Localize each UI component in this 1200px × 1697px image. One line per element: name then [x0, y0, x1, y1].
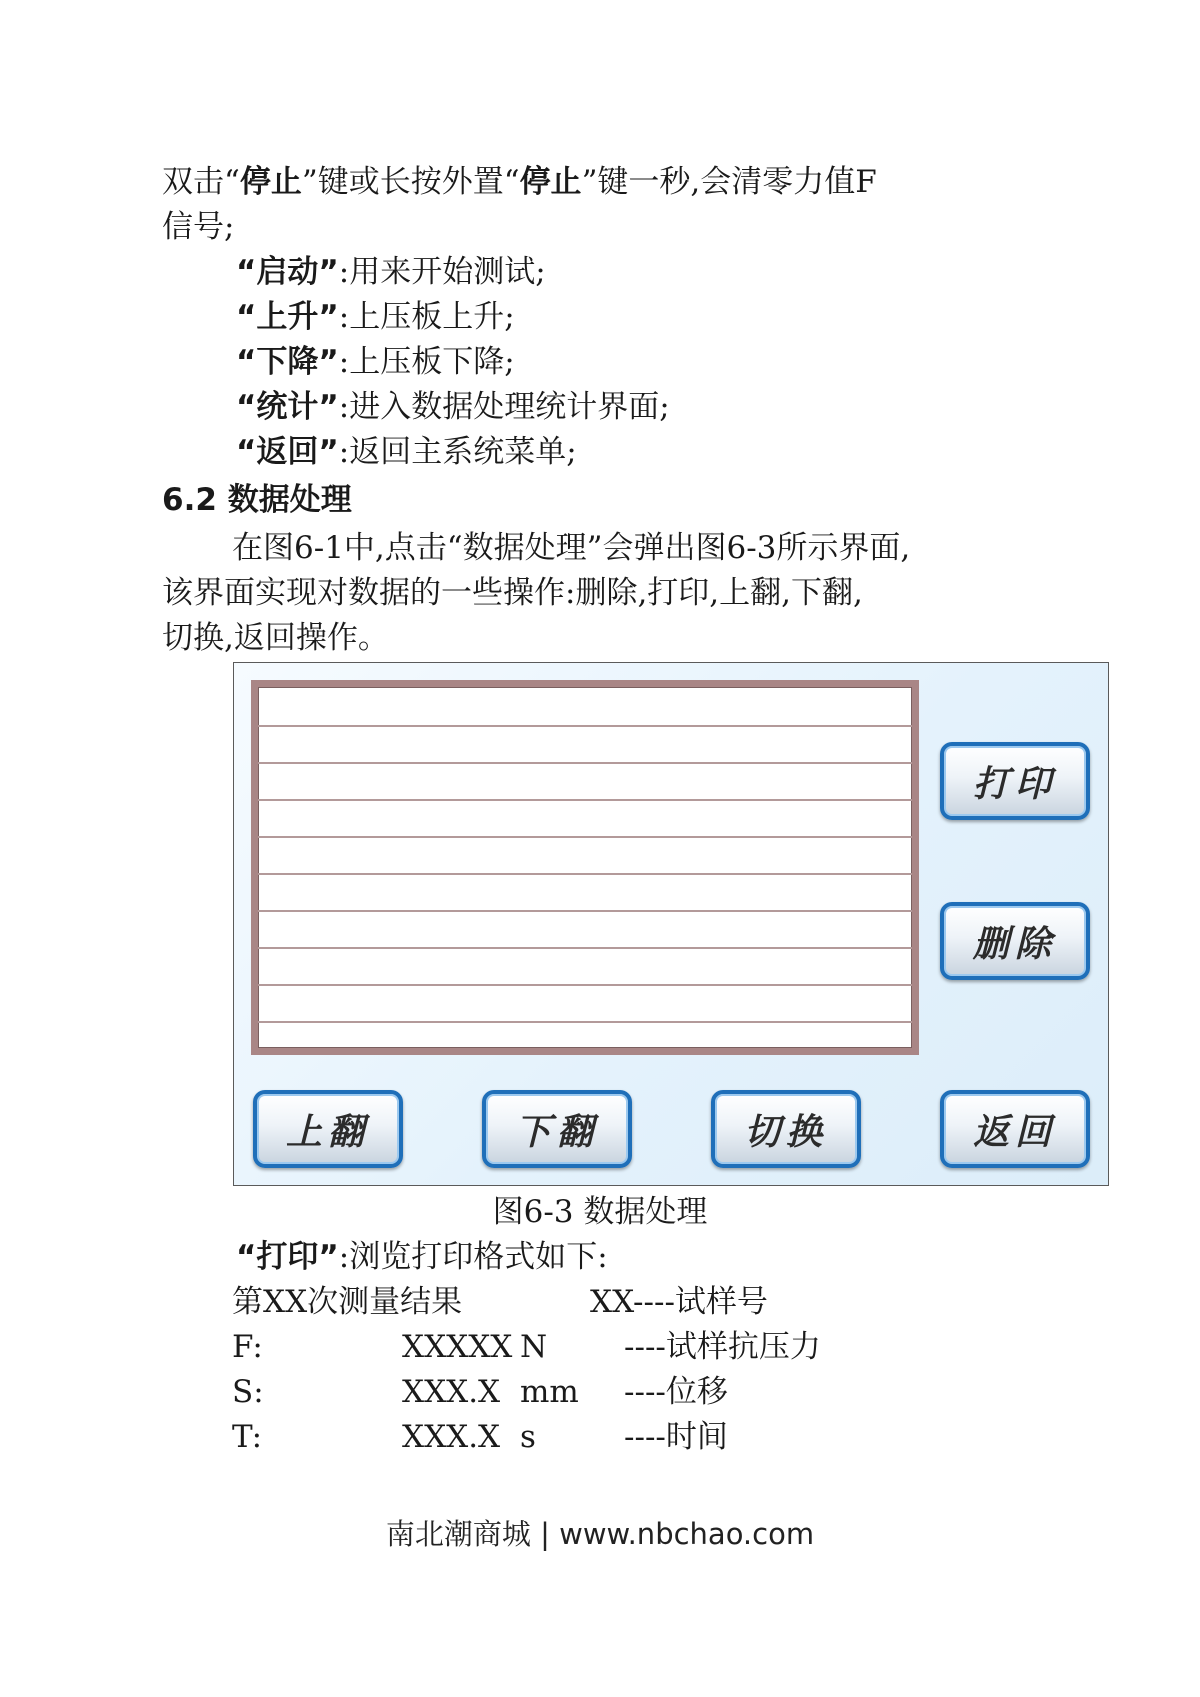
- page-down-button-label: 下翻: [514, 1110, 599, 1153]
- page-down-button[interactable]: [482, 1090, 632, 1168]
- list-row-divider: [258, 836, 912, 838]
- key-name: “返回”: [236, 434, 339, 470]
- intro-stop-key-external: 停止: [519, 164, 582, 200]
- print-format-value: XXXXX: [402, 1329, 513, 1365]
- figure-caption: [0, 1192, 1200, 1232]
- intro-stop-key: 停止: [239, 164, 302, 200]
- list-row-divider: [258, 799, 912, 801]
- print-format-desc: ----位移: [624, 1374, 728, 1410]
- intro-text-c: ”键或长按外置“: [301, 164, 520, 200]
- key-name: “启动”: [236, 254, 339, 290]
- paragraph-line-3: 切换,返回操作。: [162, 620, 389, 656]
- section-heading: 6.2 数据处理: [162, 482, 352, 518]
- print-key-name: “打印”: [236, 1239, 339, 1275]
- data-list-panel[interactable]: [251, 680, 919, 1055]
- back-button-label: 返回: [972, 1110, 1057, 1153]
- print-format-value: XXX.X: [402, 1374, 501, 1410]
- list-row-divider: [258, 984, 912, 986]
- print-key-desc: :浏览打印格式如下:: [338, 1239, 608, 1275]
- intro-text-e: ”键一秒,会清零力值F: [581, 164, 877, 200]
- list-row-divider: [258, 910, 912, 912]
- key-desc: :用来开始测试;: [338, 254, 546, 290]
- list-row-divider: [258, 762, 912, 764]
- delete-button-label: 删除: [972, 922, 1057, 965]
- key-item-back: [236, 432, 577, 472]
- intro-text-a: 双击“: [162, 164, 240, 200]
- intro-line-2: 信号;: [162, 209, 235, 245]
- list-row-divider: [258, 873, 912, 875]
- print-format-unit: mm: [520, 1374, 579, 1410]
- print-format-label: F:: [232, 1329, 263, 1365]
- page-up-button[interactable]: [253, 1090, 403, 1168]
- data-processing-screen: [233, 662, 1109, 1186]
- print-format-desc: ----时间: [624, 1419, 728, 1455]
- figure-caption-text: 图6-3 数据处理: [492, 1194, 708, 1230]
- paragraph-line-2: 该界面实现对数据的一些操作:删除,打印,上翻,下翻,: [162, 575, 863, 611]
- paragraph-line-1: 在图6-1中,点击“数据处理”会弹出图6-3所示界面,: [232, 530, 911, 566]
- switch-button-label: 切换: [743, 1110, 828, 1153]
- list-row-divider: [258, 725, 912, 727]
- print-format-desc: ----试样抗压力: [624, 1329, 821, 1365]
- print-format-label: T:: [232, 1419, 263, 1455]
- key-item-down: [236, 342, 515, 382]
- key-item-up: [236, 297, 515, 337]
- key-item-stats: [236, 387, 670, 427]
- print-format-label: S:: [232, 1374, 264, 1410]
- back-button[interactable]: [940, 1090, 1090, 1168]
- print-button[interactable]: [940, 742, 1090, 820]
- print-format-value: XXX.X: [402, 1419, 501, 1455]
- print-format-unit: N: [520, 1329, 548, 1365]
- key-name: “下降”: [236, 344, 339, 380]
- key-name: “上升”: [236, 299, 339, 335]
- page-up-button-label: 上翻: [285, 1110, 370, 1153]
- print-description: [236, 1237, 608, 1277]
- print-button-label: 打印: [972, 762, 1057, 805]
- print-format-unit: s: [520, 1419, 536, 1455]
- intro-line-1: [162, 162, 877, 202]
- key-desc: :进入数据处理统计界面;: [338, 389, 670, 425]
- delete-button[interactable]: [940, 902, 1090, 980]
- list-row-divider: [258, 947, 912, 949]
- key-desc: :上压板下降;: [338, 344, 515, 380]
- print-format-header-left: 第XX次测量结果: [232, 1284, 463, 1320]
- key-desc: :上压板上升;: [338, 299, 515, 335]
- footer-watermark: 南北潮商城 | www.nbchao.com: [385, 1517, 815, 1551]
- key-desc: :返回主系统菜单;: [338, 434, 577, 470]
- key-item-start: [236, 252, 546, 292]
- list-row-divider: [258, 1021, 912, 1023]
- print-format-header-right: XX----试样号: [590, 1284, 768, 1320]
- switch-button[interactable]: [711, 1090, 861, 1168]
- key-name: “统计”: [236, 389, 339, 425]
